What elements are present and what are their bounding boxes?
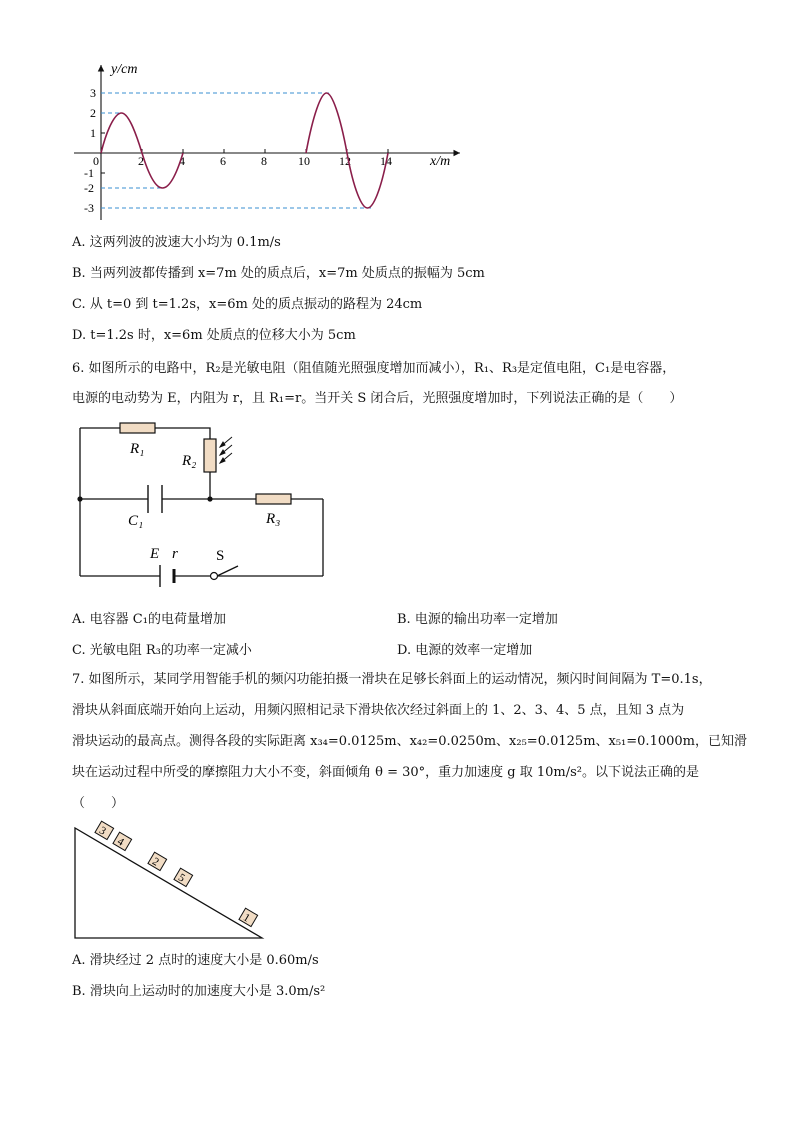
y-tick-label: -3 — [84, 201, 94, 215]
wave-left — [101, 113, 183, 188]
block-1 — [238, 908, 257, 927]
q7-stem-line4: 块在运动过程中所受的摩擦阻力大小不变，斜面倾角 θ = 30°，重力加速度 g 取 10m/s²。以下说法正确的是 — [72, 765, 700, 780]
capacitor-c1 — [148, 485, 162, 513]
resistor-r2 — [204, 439, 216, 472]
q7-stem-line2: 滑块从斜面底端开始向上运动，用频闪照相记录下滑块依次经过斜面上的 1、2、3、4、5 点，且知 3 点为 — [72, 703, 685, 718]
q7-option-a: A. 滑块经过 2 点时的速度大小是 0.60m/s — [72, 953, 319, 968]
svg-text:5: 5 — [176, 871, 187, 885]
label-r: r — [172, 546, 178, 562]
switch-contact — [211, 573, 218, 580]
label-c1: C₁ — [128, 513, 144, 529]
block-4 — [112, 832, 131, 851]
x-tick-label: 10 — [298, 154, 310, 168]
origin-label: 0 — [93, 154, 99, 168]
battery-icon — [160, 565, 174, 587]
x-tick-label: 4 — [179, 154, 185, 168]
resistor-r1 — [120, 423, 155, 433]
label-r3: R₃ — [266, 511, 281, 527]
label-e: E — [150, 546, 160, 562]
incline-triangle — [75, 828, 262, 938]
label-s: S — [216, 548, 225, 564]
x-tick-label: 8 — [261, 154, 267, 168]
q7-stem-line1: 7. 如图所示，某同学用智能手机的频闪功能拍摄一滑块在足够长斜面上的运动情况，频闪时间间隔为 T=0.1s， — [72, 672, 712, 687]
x-tick-label: 2 — [138, 154, 144, 168]
block-2 — [147, 852, 166, 871]
svg-text:4: 4 — [115, 835, 126, 849]
svg-text:3: 3 — [97, 824, 108, 838]
label-r1: R₁ — [130, 441, 145, 457]
q6-option-b: B. 电源的输出功率一定增加 — [397, 612, 558, 627]
q7-stem-line5: （ ） — [72, 796, 125, 811]
q6-stem-line2: 电源的电动势为 E，内阻为 r，且 R₁=r。当开关 S 闭合后，光照强度增加时，下列说法正确的是（ ） — [72, 391, 683, 406]
q6-option-d: D. 电源的效率一定增加 — [397, 643, 533, 658]
y-tick-label: -2 — [84, 181, 94, 195]
q6-stem-line1: 6. 如图所示的电路中，R₂是光敏电阻（阻值随光照强度增加而减小），R₁、R₃是定值电阻，C₁是电容器， — [72, 361, 676, 376]
q5-option-b: B. 当两列波都传播到 x=7m 处的质点后，x=7m 处质点的振幅为 5cm — [72, 266, 485, 281]
y-tick-label: 3 — [90, 86, 96, 100]
y-tick-label: -1 — [84, 166, 94, 180]
q5-option-c: C. 从 t=0 到 t=1.2s，x=6m 处的质点振动的路程为 24cm — [72, 297, 423, 312]
block-5 — [173, 868, 192, 887]
q7-option-b: B. 滑块向上运动时的加速度大小是 3.0m/s² — [72, 984, 326, 999]
svg-text:2: 2 — [150, 855, 161, 869]
y-tick-label: 1 — [90, 126, 96, 140]
circuit-diagram — [70, 415, 340, 595]
label-r2: R₂ — [182, 453, 197, 469]
x-tick-label: 14 — [380, 154, 392, 168]
q5-option-a: A. 这两列波的波速大小均为 0.1m/s — [72, 235, 281, 250]
wave-right — [306, 93, 388, 208]
y-axis-label: y/cm — [111, 62, 138, 77]
incline-diagram — [70, 820, 270, 945]
svg-text:1: 1 — [241, 911, 252, 925]
light-arrows-icon — [220, 437, 232, 463]
wave-graph — [60, 55, 480, 225]
x-tick-label: 6 — [220, 154, 226, 168]
q5-option-d: D. t=1.2s 时，x=6m 处质点的位移大小为 5cm — [72, 328, 356, 343]
x-tick-label: 12 — [339, 154, 351, 168]
q6-option-c: C. 光敏电阻 R₃的功率一定减小 — [72, 643, 252, 658]
q7-stem-line3: 滑块运动的最高点。测得各段的实际距离 x₃₄=0.0125m、x₄₂=0.0250m、x₂₅=0.0125m、x₅₁=0.1000m，已知滑 — [72, 734, 747, 749]
resistor-r3 — [256, 494, 291, 504]
x-axis-label: x/m — [430, 154, 451, 169]
q6-option-a: A. 电容器 C₁的电荷量增加 — [72, 612, 226, 627]
y-tick-label: 2 — [90, 106, 96, 120]
block-3 — [94, 821, 113, 840]
